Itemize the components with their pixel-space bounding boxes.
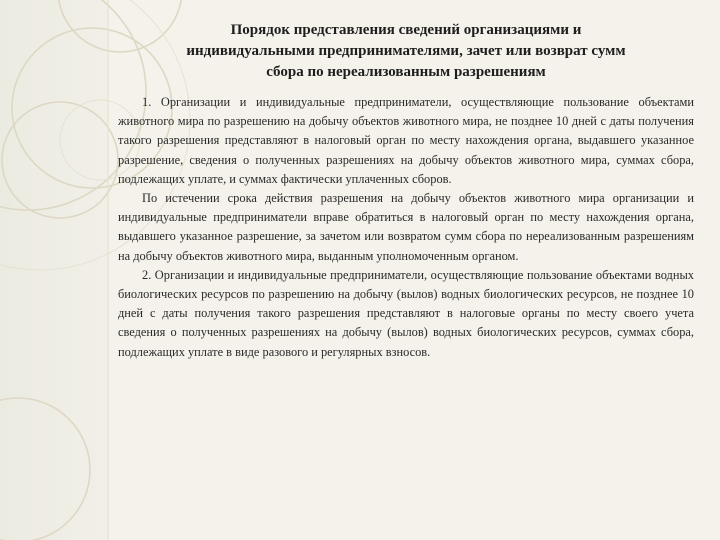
title-line-2: индивидуальными предпринимателями, зачет или возврат сумм — [186, 43, 626, 59]
decorative-side-panel — [0, 0, 108, 540]
paragraph-3: 2. Организации и индивидуальные предприниматели, осуществляющие пользование объектами водных биологических ресурсов по разрешению на добычу (вылов) водных биологических ресурсов, не позднее 10 дней с даты получения такого разрешения представляют в налоговые органы по месту своего учета сведения о полученных разрешениях на добычу (вылов) водных биологических ресурсов, суммах сбора, подлежащих уплате в виде разового и регулярных взносов. — [118, 267, 694, 359]
paragraph-2: По истечении срока действия разрешения на добычу объектов животного мира организации и индивидуальные предприниматели вправе обратиться в налоговый орган по месту нахождения органа, выдавшего указанное разрешение, за зачетом или возвратом сумм сбора по нереализованным разрешениям на добычу объектов животного мира, выданным уполномоченным органом. — [118, 191, 694, 263]
paragraph-1: 1. Организации и индивидуальные предприниматели, осуществляющие пользование объектами животного мира по разрешению на добычу объектов животного мира, не позднее 10 дней с даты получения такого разрешения представляют в налоговый орган по месту нахождения органа, выдавшего указанное разрешение, сведения о полученных разрешениях на добычу объектов животного мира, суммах сбора, подлежащих уплате, и суммах фактически уплаченных сборов. — [118, 95, 694, 186]
document-title — [118, 20, 694, 83]
title-line-1: Порядок представления сведений организациями и — [230, 22, 582, 38]
title-line-3: сбора по нереализованным разрешениям — [266, 64, 546, 80]
document-content — [118, 20, 694, 362]
